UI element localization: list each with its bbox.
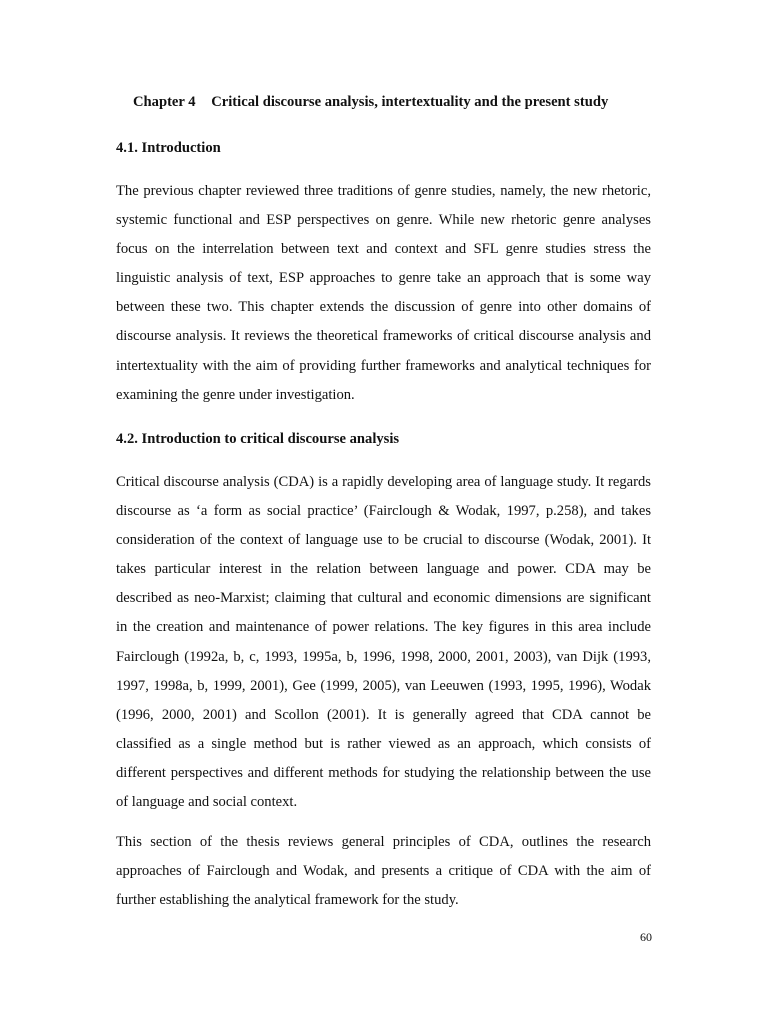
section-heading-introduction: 4.1. Introduction <box>116 140 221 156</box>
chapter-title <box>133 91 693 113</box>
paragraph-section-outline: This section of the thesis reviews general principles of CDA, outlines the research approaches of Fairclough and Wodak, and presents a critique of CDA with the aim of further establishing the analytical framework for the study. <box>116 834 651 909</box>
section-heading-cda: 4.2. Introduction to critical discourse analysis <box>116 431 400 447</box>
page-number: 60 <box>640 930 652 944</box>
chapter-number: Chapter 4 <box>133 94 196 110</box>
paragraph-cda-overview: Critical discourse analysis (CDA) is a rapidly developing area of language study. It regards discourse as ‘a form as social practice’ (Fairclough & Wodak, 1997, p.258), and takes consideration of the context of language use to be crucial to discourse (Wodak, 2001). It takes particular interest in the relation between language and power. CDA may be described as neo-Marxist; claiming that cultural and economic dimensions are significant in the creation and maintenance of power relations. The key figures in this area include Fairclough (1992a, b, c, 1993, 1995a, b, 1996, 1998, 2000, 2001, 2003), van Dijk (1993, 1997, 1998a, b, 1999, 2001), Gee (1999, 2005), van Leeuwen (1993, 1995, 1996), Wodak (1996, 2000, 2001) and Scollon (2001). It is generally agreed that CDA cannot be classified as a single method but is rather viewed as an approach, which consists of different perspectives and different methods for studying the relationship between the use of language and social context. <box>116 474 651 811</box>
paragraph-introduction: The previous chapter reviewed three traditions of genre studies, namely, the new rhetoric, systemic functional and ESP perspectives on genre. While new rhetoric genre analyses focus on the interrelation between text and context and SFL genre studies stress the linguistic analysis of text, ESP approaches to genre take an approach that is some way between these two. This chapter extends the discussion of genre into other domains of discourse analysis. It reviews the theoretical frameworks of critical discourse analysis and intertextuality with the aim of providing further frameworks and analytical techniques for examining the genre under investigation. <box>116 183 651 403</box>
chapter-title-text: Critical discourse analysis, intertextuality and the present study <box>211 94 609 110</box>
